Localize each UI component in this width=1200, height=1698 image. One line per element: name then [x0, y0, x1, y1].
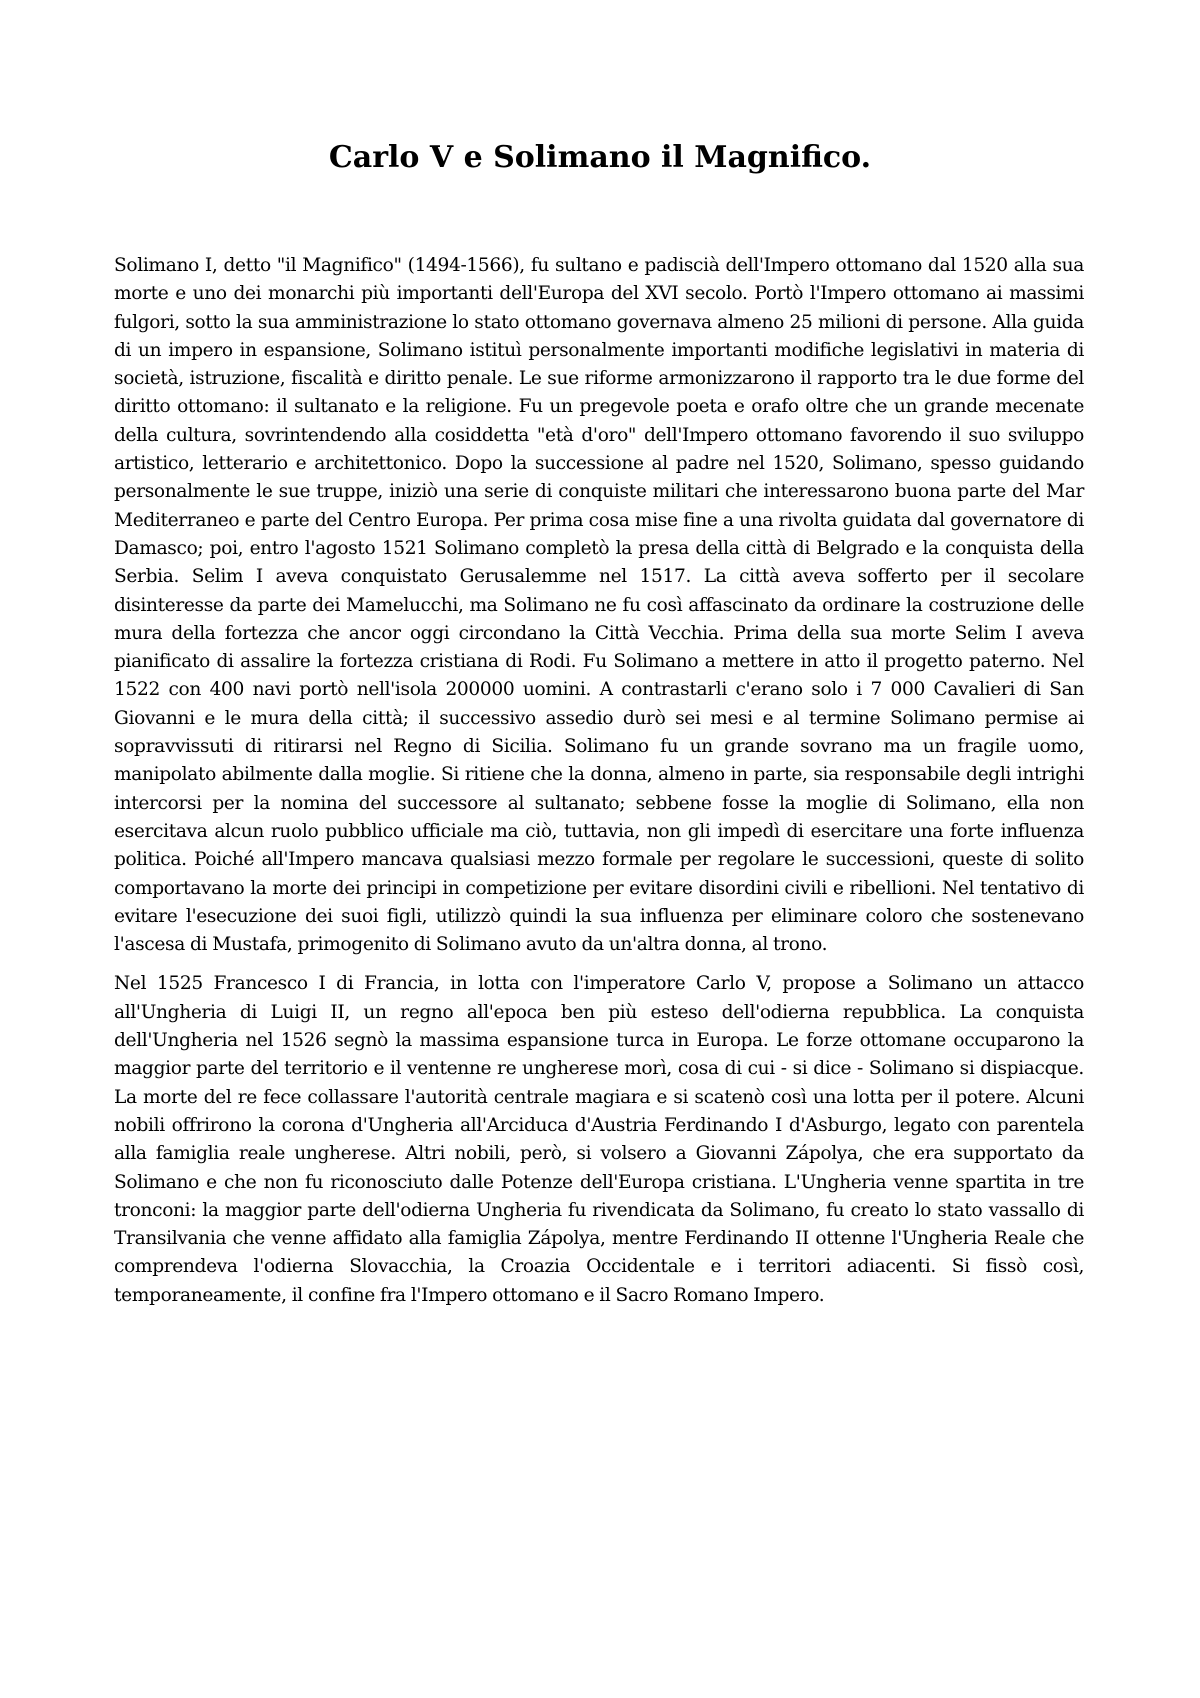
document-body [114, 252, 1084, 1310]
paragraph-solimano: Solimano I, detto "il Magnifico" (1494-1566), fu sultano e padiscià dell'Impero ottomano dal 1520 alla sua morte e uno dei monarchi più importanti dell'Europa del XVI secolo. Portò l'Impero ottomano ai massimi fulgori, sotto la sua amministrazione lo stato ottomano governava almeno 25 milioni di persone. Alla guida di un impero in espansione, Solimano istituì personalmente importanti modifiche legislativi in materia di società, istruzione, fiscalità e diritto penale. Le sue riforme armonizzarono il rapporto tra le due forme del diritto ottomano: il sultanato e la religione. Fu un pregevole poeta e orafo oltre che un grande mecenate della cultura, sovrintendendo alla cosiddetta "età d'oro" dell'Impero ottomano favorendo il suo sviluppo artistico, letterario e architettonico. Dopo la successione al padre nel 1520, Solimano, spesso guidando personalmente le sue truppe, iniziò una serie di conquiste militari che interessarono buona parte del Mar Mediterraneo e parte del Centro Europa. Per prima cosa mise fine a una rivolta guidata dal governatore di Damasco; poi, entro l'agosto 1521 Solimano completò la presa della città di Belgrado e la conquista della Serbia. Selim I aveva conquistato Gerusalemme nel 1517. La città aveva sofferto per il secolare disinteresse da parte dei Mamelucchi, ma Solimano ne fu così affascinato da ordinare la costruzione delle mura della fortezza che ancor oggi circondano la Città Vecchia. Prima della sua morte Selim I aveva pianificato di assalire la fortezza cristiana di Rodi. Fu Solimano a mettere in atto il progetto paterno. Nel 1522 con 400 navi portò nell'isola 200000 uomini. A contrastarli c'erano solo i 7 000 Cavalieri di San Giovanni e le mura della città; il successivo assedio durò sei mesi e al termine Solimano permise ai sopravvissuti di ritirarsi nel Regno di Sicilia. Solimano fu un grande sovrano ma un fragile uomo, manipolato abilmente dalla moglie. Si ritiene che la donna, almeno in parte, sia responsabile degli intrighi intercorsi per la nomina del successore al sultanato; sebbene fosse la moglie di Solimano, ella non esercitava alcun ruolo pubblico ufficiale ma ciò, tuttavia, non gli impedì di esercitare una forte influenza politica. Poiché all'Impero mancava qualsiasi mezzo formale per regolare le successioni, queste di solito comportavano la morte dei principi in competizione per evitare disordini civili e ribellioni. Nel tentativo di evitare l'esecuzione dei suoi figli, utilizzò quindi la sua influenza per eliminare coloro che sostenevano l'ascesa di Mustafa, primogenito di Solimano avuto da un'altra donna, al trono. [114, 255, 1084, 956]
document-title: Carlo V e Solimano il Magnifico. [328, 140, 872, 175]
paragraph-ungheria: Nel 1525 Francesco I di Francia, in lotta con l'imperatore Carlo V, propose a Solimano un attacco all'Ungheria di Luigi II, un regno all'epoca ben più esteso dell'odierna repubblica. La conquista dell'Ungheria nel 1526 segnò la massima espansione turca in Europa. Le forze ottomane occuparono la maggior parte del territorio e il ventenne re ungherese morì, cosa di cui - si dice - Solimano si dispiacque. La morte del re fece collassare l'autorità centrale magiara e si scatenò così una lotta per il potere. Alcuni nobili offrirono la corona d'Ungheria all'Arciduca d'Austria Ferdinando I d'Asburgo, legato con parentela alla famiglia reale ungherese. Altri nobili, però, si volsero a Giovanni Zápolya, che era supportato da Solimano e che non fu riconosciuto dalle Potenze dell'Europa cristiana. L'Ungheria venne spartita in tre tronconi: la maggior parte dell'odierna Ungheria fu rivendicata da Solimano, fu creato lo stato vassallo di Transilvania che venne affidato alla famiglia Zápolya, mentre Ferdinando II ottenne l'Ungheria Reale che comprendeva l'odierna Slovacchia, la Croazia Occidentale e i territori adiacenti. Si fissò così, temporaneamente, il confine fra l'Impero ottomano e il Sacro Romano Impero. [114, 973, 1084, 1306]
